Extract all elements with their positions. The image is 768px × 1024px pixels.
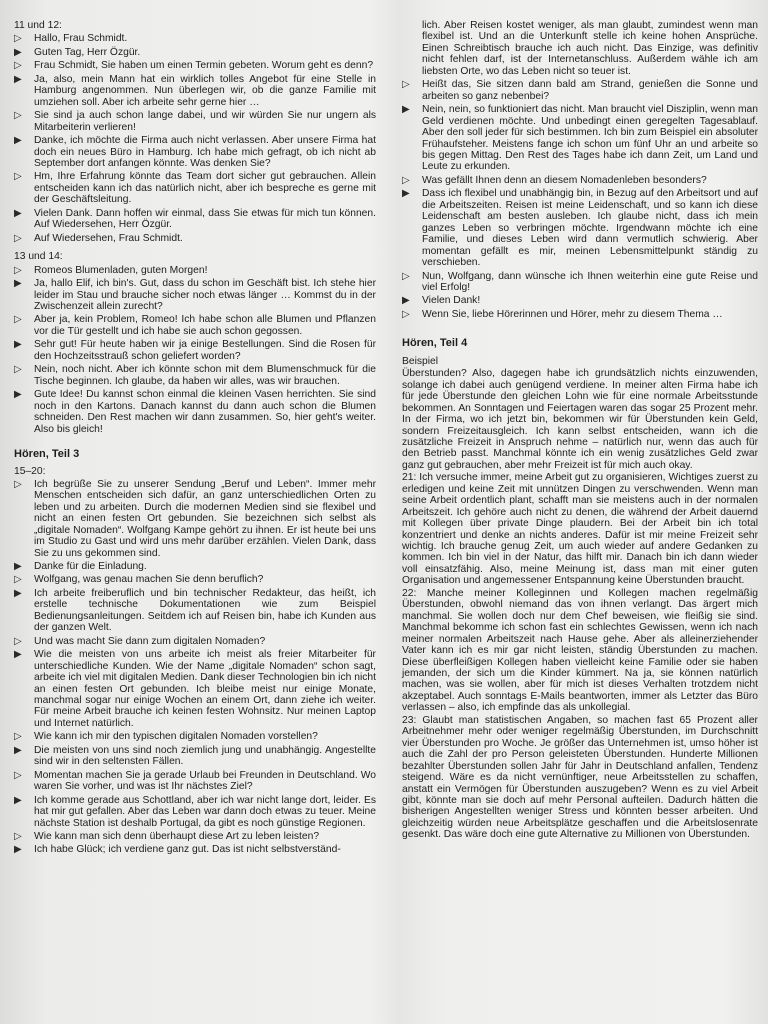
continuation-text (402, 20, 758, 77)
dialogue-text: Wolfgang, was genau machen Sie denn beruflich? (34, 574, 264, 586)
dialogue-line (14, 844, 376, 855)
dialogue-line (14, 33, 376, 44)
dialogue-line (14, 314, 376, 337)
dialogue-text: Guten Tag, Herr Özgür. (34, 46, 141, 58)
dialogue-text: Und was macht Sie dann zum digitalen Nomaden? (34, 635, 266, 647)
filled-triangle-icon (14, 135, 28, 146)
dialogue-text: Heißt das, Sie sitzen dann bald am Strand, genießen die Sonne und arbeiten so ganz nebenbei? (422, 79, 758, 102)
dialogue-text: Danke für die Einladung. (34, 561, 147, 573)
dialogue-text: Momentan machen Sie ja gerade Urlaub bei Freunden in Deutschland. Wo waren Sie vorher, und was ist Ihr nächstes Ziel? (34, 769, 376, 793)
dialogue-line (14, 479, 376, 559)
dialogue-line (14, 208, 376, 231)
dialogue-text: Ich habe Glück; ich verdiene ganz gut. Das ist nicht selbstverständ- (34, 844, 341, 856)
dialogue-text: Wie kann man sich denn überhaupt diese Art zu leben leisten? (34, 831, 320, 842)
dialogue-line (14, 389, 376, 435)
dialogue-text: Sehr gut! Für heute haben wir ja einige Bestellungen. Sind die Rosen für den Hochzeitsstrauß schon geliefert worden? (34, 339, 376, 362)
dialogue-line (402, 295, 758, 306)
heading-teil-3: Hören, Teil 3 (14, 447, 80, 460)
statement-paragraph: 21: Ich versuche immer, meine Arbeit gut zu organisieren, Wichtiges zuerst zu erledigen und keine Zeit mit unnützen Dingen zu verschwenden. Wenn man seine Arbeit ordentlich plant, schafft man sie meistens auch in der normalen Arbeitszeit. Ich gehöre auch nicht zu denen, die während der Arbeit dauernd mit Kollegen über private Dinge plaudern. Bei der Arbeit bin ich total konzentriert und denke an nichts anderes. Dafür ist mir meine Freizeit sehr wichtig. Ich brauche genug Zeit, um auch wieder auf andere Gedanken zu kommen. Ich bin viel in der Natur, das hilft mir. Danach bin ich dann wieder voll einsatzfähig. Also, meine Meinung ist, dass man mit einer guten Organisation und angemessener Entspannung keine Überstunden braucht. (402, 472, 758, 587)
filled-triangle-icon (402, 188, 416, 199)
open-triangle-icon (402, 175, 416, 186)
filled-triangle-icon (14, 561, 28, 572)
filled-triangle-icon (14, 339, 28, 350)
dialogue-text: Hm, Ihre Erfahrung könnte das Team dort sicher gut gebrauchen. Allein entscheiden kann ich das natürlich nicht, aber ich bespreche es gerne mit der Geschäftsleitung. (34, 171, 376, 206)
dialogue-13-14 (14, 265, 376, 435)
dialogue-text: Vielen Dank. Dann hoffen wir einmal, dass Sie etwas für mich tun können. Auf Wiedersehen, Herr Özgür. (34, 207, 376, 231)
section-label-15-20: 15–20: (14, 466, 46, 478)
open-triangle-icon (14, 233, 28, 244)
filled-triangle-icon (14, 47, 28, 58)
dialogue-line (14, 60, 376, 71)
dialogue-text: Frau Schmidt, Sie haben um einen Termin gebeten. Worum geht es denn? (34, 60, 374, 72)
open-triangle-icon (14, 731, 28, 742)
open-triangle-icon (402, 79, 416, 90)
section-label-13-14: 13 und 14: (14, 251, 63, 263)
continuation-body: lich. Aber Reisen kostet weniger, als man glaubt, zumindest wenn man flexibel ist. Und an die Unterkunft stelle ich keine hohen Ansprüche. Einen Schreibtisch brauche ich auch nicht. Das Einzige, was definitiv nicht fehlen darf, ist der Internetanschluss. Außerdem wähle ich am liebsten Orte, wo das Leben nicht so teuer ist. (422, 20, 758, 77)
dialogue-line (14, 233, 376, 244)
filled-triangle-icon (14, 649, 28, 660)
dialogue-text: Sie sind ja auch schon lange dabei, und wir würden Sie nur ungern als Mitarbeiterin verlieren! (34, 110, 376, 133)
dialogue-text: Aber ja, kein Problem, Romeo! Ich habe schon alle Blumen und Pflanzen vor die Tür gestellt und ich habe sie auch schon gegossen. (34, 314, 376, 337)
dialogue-line (402, 271, 758, 294)
filled-triangle-icon (14, 745, 28, 756)
dialogue-11-12 (14, 33, 376, 244)
open-triangle-icon (14, 60, 28, 71)
dialogue-text: Die meisten von uns sind noch ziemlich jung und unabhängig. Angestellte sind wir in den seltensten Fällen. (34, 744, 376, 768)
dialogue-text: Dass ich flexibel und unabhängig bin, in Bezug auf den Arbeitsort und auf die Arbeitszeiten. Reisen ist meine Leidenschaft, und so kann ich diese Leidenschaft am besten ausleben. Ich glaube nicht, dass ich mein ganzes Leben so verbringen möchte. Irgendwann möchte ich eine Familie, und dieses Leben wird dann vermutlich schwierig. Aber momentan gefällt es mir, meinen Lebensmittelpunkt ständig zu verschieben. (422, 188, 758, 269)
dialogue-line (14, 171, 376, 205)
open-triangle-icon (14, 314, 28, 325)
open-triangle-icon (14, 265, 28, 276)
dialogue-text: Romeos Blumenladen, guten Morgen! (34, 264, 208, 276)
dialogue-text: Nein, noch nicht. Aber ich könnte schon mit dem Blumenschmuck für die Tische beginnen. Ich glaube, da haben wir alles, was wir brauchen. (34, 364, 376, 387)
dialogue-text: Vielen Dank! (422, 295, 481, 307)
filled-triangle-icon (14, 588, 28, 599)
teil-4-statements (402, 368, 758, 841)
dialogue-line (14, 110, 376, 133)
filled-triangle-icon (14, 208, 28, 219)
dialogue-text: Ich begrüße Sie zu unserer Sendung „Beruf und Leben“. Immer mehr Menschen entscheiden sich dafür, an ganz unterschiedlichen Orten zu leben und zu arbeiten. Durch die modernen Medien sind sie flexibel und nicht an einen festen Ort gebunden. Sie bezeichnen sich selbst als „digitale Nomaden“. Wolfgang Kampe gehört zu ihnen. Er ist heute bei uns im Studio zu Gast und wird uns mehr darüber erzählen. Vielen Dank, dass Sie zu uns gekommen sind. (34, 478, 376, 559)
section-label-11-12: 11 und 12: (14, 20, 62, 31)
dialogue-text: Wie kann ich mir den typischen digitalen Nomaden vorstellen? (34, 731, 318, 743)
filled-triangle-icon (402, 295, 416, 306)
dialogue-text: Ja, hallo Elif, ich bin's. Gut, dass du schon im Geschäft bist. Ich stehe hier leider im Stau und brauche sicher noch etwas länger … Kommst du in der Zwischenzeit allein zurecht? (34, 278, 376, 312)
dialogue-text: Danke, ich möchte die Firma auch nicht verlassen. Aber unsere Firma hat doch ein neues Büro in Hamburg. Ich habe mich gefragt, ob ich nicht ab September dort anfangen könnte. Was denken Sie? (34, 135, 376, 169)
dialogue-line (14, 636, 376, 647)
dialogue-text: Hallo, Frau Schmidt. (34, 33, 128, 45)
open-triangle-icon (14, 479, 28, 490)
dialogue-line (14, 74, 376, 108)
filled-triangle-icon (14, 74, 28, 85)
dialogue-text: Nein, nein, so funktioniert das nicht. Man braucht viel Disziplin, wenn man Geld verdienen möchte. Und unbedingt einen geregelten Tagesablauf. Aber den soll jeder für sich bestimmen. Ich bin zum Beispiel ein absoluter Frühaufsteher. Meistens fange ich schon um fünf Uhr an und arbeite so bis gegen Mittag. Den Rest des Tages habe ich dann Zeit, um Land und Leute zu erkunden. (422, 104, 758, 173)
dialogue-line (14, 588, 376, 634)
dialogue-line (14, 135, 376, 169)
dialogue-text: Ich arbeite freiberuflich und bin technischer Redakteur, das heißt, ich erstelle technische Dokumentationen wie zum Beispiel Bedienungsanleitungen. Seitdem ich auf Reisen bin, habe ich Kunden aus der ganzen Welt. (34, 587, 376, 634)
dialogue-line (14, 339, 376, 362)
beispiel-label: Beispiel (402, 355, 439, 367)
statement-paragraph: 22: Manche meiner Kolleginnen und Kollegen machen regelmäßig Überstunden, obwohl niemand das von ihnen verlangt. Das ärgert mich manchmal. Sie wollen doch nur dem Chef beweisen, wie fleißig sie sind. Manchmal bekomme ich schon fast ein schlechtes Gewissen, wenn ich nach meiner normalen Arbeitszeit nach Hause gehe. Aber als alleinerziehender Vater kann ich es mir gar nicht leisten, ständig Überstunden zu machen. Diese überfleißigen Kollegen haben vielleicht keine Familie oder sie haben jemanden, der sich um die Kinder kümmert. Na ja, sie können natürlich machen, was sie wollen, aber für mich ist dieses Verhalten trotzdem nicht akzeptabel. Auch sonntags E-Mails beantworten, immer als Letzter das Büro verlassen – also, ich empfinde das als unkollegial. (402, 587, 758, 714)
open-triangle-icon (14, 770, 28, 781)
open-triangle-icon (14, 110, 28, 121)
dialogue-text: Was gefällt Ihnen denn an diesem Nomadenleben besonders? (422, 174, 707, 186)
dialogue-text: Nun, Wolfgang, dann wünsche ich Ihnen weiterhin eine gute Reise und viel Erfolg! (422, 270, 758, 293)
dialogue-line (14, 364, 376, 387)
dialogue-text: Ja, also, mein Mann hat ein wirklich tolles Angebot für eine Stelle in Hamburg angenommen. Nun überlegen wir, ob die ganze Familie mit umziehen soll. Aber ich arbeite sehr gerne hier … (34, 73, 376, 108)
dialogue-line (14, 649, 376, 729)
open-triangle-icon (14, 364, 28, 375)
open-triangle-icon (14, 831, 28, 842)
open-triangle-icon (14, 636, 28, 647)
open-triangle-icon (14, 33, 28, 44)
open-triangle-icon (402, 309, 416, 320)
filled-triangle-icon (14, 795, 28, 806)
dialogue-line (14, 770, 376, 793)
right-column (402, 20, 758, 842)
dialogue-text: Wenn Sie, liebe Hörerinnen und Hörer, mehr zu diesem Thema … (422, 308, 723, 320)
dialogue-line (14, 731, 376, 742)
dialogue-line (14, 745, 376, 768)
open-triangle-icon (14, 171, 28, 182)
dialogue-line (14, 561, 376, 572)
dialogue-line (402, 104, 758, 173)
statement-paragraph: 23: Glaubt man statistischen Angaben, so machen fast 65 Prozent aller Arbeitnehmer mehr oder weniger regelmäßig Überstunden, im Durchschnitt vier Überstunden pro Woche. Je größer das Unternehmen ist, umso höher ist auch die Zahl der pro Person geleisteten Überstunden. Hunderte Millionen bezahlter Überstunden sollen Jahr für Jahr in Deutschland anfallen, Tendenz steigend. Wäre es da nicht vernünftiger, neue Arbeitsstellen zu schaffen, anstatt ein Vermögen für Überstunden auszugeben? Wenn es zu viel Arbeit gibt, könnte man sie doch auf mehr Personal aufteilen. Dadurch hätten die bisherigen Angestellten weniger Stress und könnten besser arbeiten. Und gleichzeitig würden neue Arbeitsplätze geschaffen und die Arbeitslosenrate gesenkt. Das wäre doch eine gute Alternative zu Millionen von Überstunden. (402, 714, 758, 841)
heading-teil-4: Hören, Teil 4 (402, 337, 468, 350)
open-triangle-icon (402, 271, 416, 282)
dialogue-teil-3 (14, 479, 376, 856)
filled-triangle-icon (14, 844, 28, 855)
filled-triangle-icon (402, 104, 416, 115)
left-column (14, 20, 376, 858)
dialogue-line (14, 831, 376, 842)
dialogue-teil-3-continued (402, 79, 758, 320)
dialogue-line (14, 574, 376, 585)
dialogue-text: Gute Idee! Du kannst schon einmal die kleinen Vasen herrichten. Sie sind noch in den Kartons. Danach kannst du dann auch schon die Blumen schneiden. Den Rest machen wir dann zusammen. So, hier geht's weiter. Also bis gleich! (34, 389, 376, 435)
dialogue-text: Ich komme gerade aus Schottland, aber ich war nicht lange dort, leider. Es hat mir gut gefallen. Aber das Leben war dann doch etwas zu teuer. Meine nächste Station ist deshalb Portugal, da gibt es noch günstige Regionen. (34, 794, 376, 829)
filled-triangle-icon (14, 389, 28, 400)
dialogue-line (402, 175, 758, 186)
dialogue-line (14, 265, 376, 276)
filled-triangle-icon (14, 278, 28, 289)
dialogue-line (402, 309, 758, 320)
dialogue-line (14, 795, 376, 829)
dialogue-line (14, 47, 376, 58)
dialogue-line (14, 278, 376, 312)
dialogue-line (402, 79, 758, 102)
open-triangle-icon (14, 574, 28, 585)
dialogue-text: Auf Wiedersehen, Frau Schmidt. (34, 232, 183, 244)
beispiel-paragraph: Überstunden? Also, dagegen habe ich grundsätzlich nichts einzuwenden, solange ich dabei auch genügend verdiene. In meiner alten Firma habe ich für jede Überstunde den gleichen Lohn wie für eine normale Arbeitsstunde bekommen. An Sonntagen und Feiertagen waren das sogar 25 Prozent mehr. In der Firma, wo ich jetzt bin, bekommen wir für Überstunden kein Geld, sondern Freizeitausgleich. Ich kann selbst entscheiden, wann ich die zusätzliche Freizeit in Anspruch nehme – natürlich nur, wenn das auch für den Betrieb passt. Manchmal könnte ich ein wenig zusätzliches Geld zwar ganz gut gebrauchen, aber mehr Freizeit ist für mich auch okay. (402, 368, 758, 471)
dialogue-text: Wie die meisten von uns arbeite ich meist als freier Mitarbeiter für unterschiedliche Kunden. Wie der Name „digitale Nomaden“ schon sagt, arbeite ich viel mit digitalen Medien. Dank dieser Technologien bin ich nicht an einen festen Ort gebunden. Ich bleibe meist nur einige Monate, manchmal sogar nur einige Wochen an einem Ort, dann ziehe ich weiter. Für meine Arbeit brauche ich keinen festen Wohnsitz. Nur meinen Laptop und Internet natürlich. (34, 649, 376, 729)
dialogue-line (402, 188, 758, 268)
